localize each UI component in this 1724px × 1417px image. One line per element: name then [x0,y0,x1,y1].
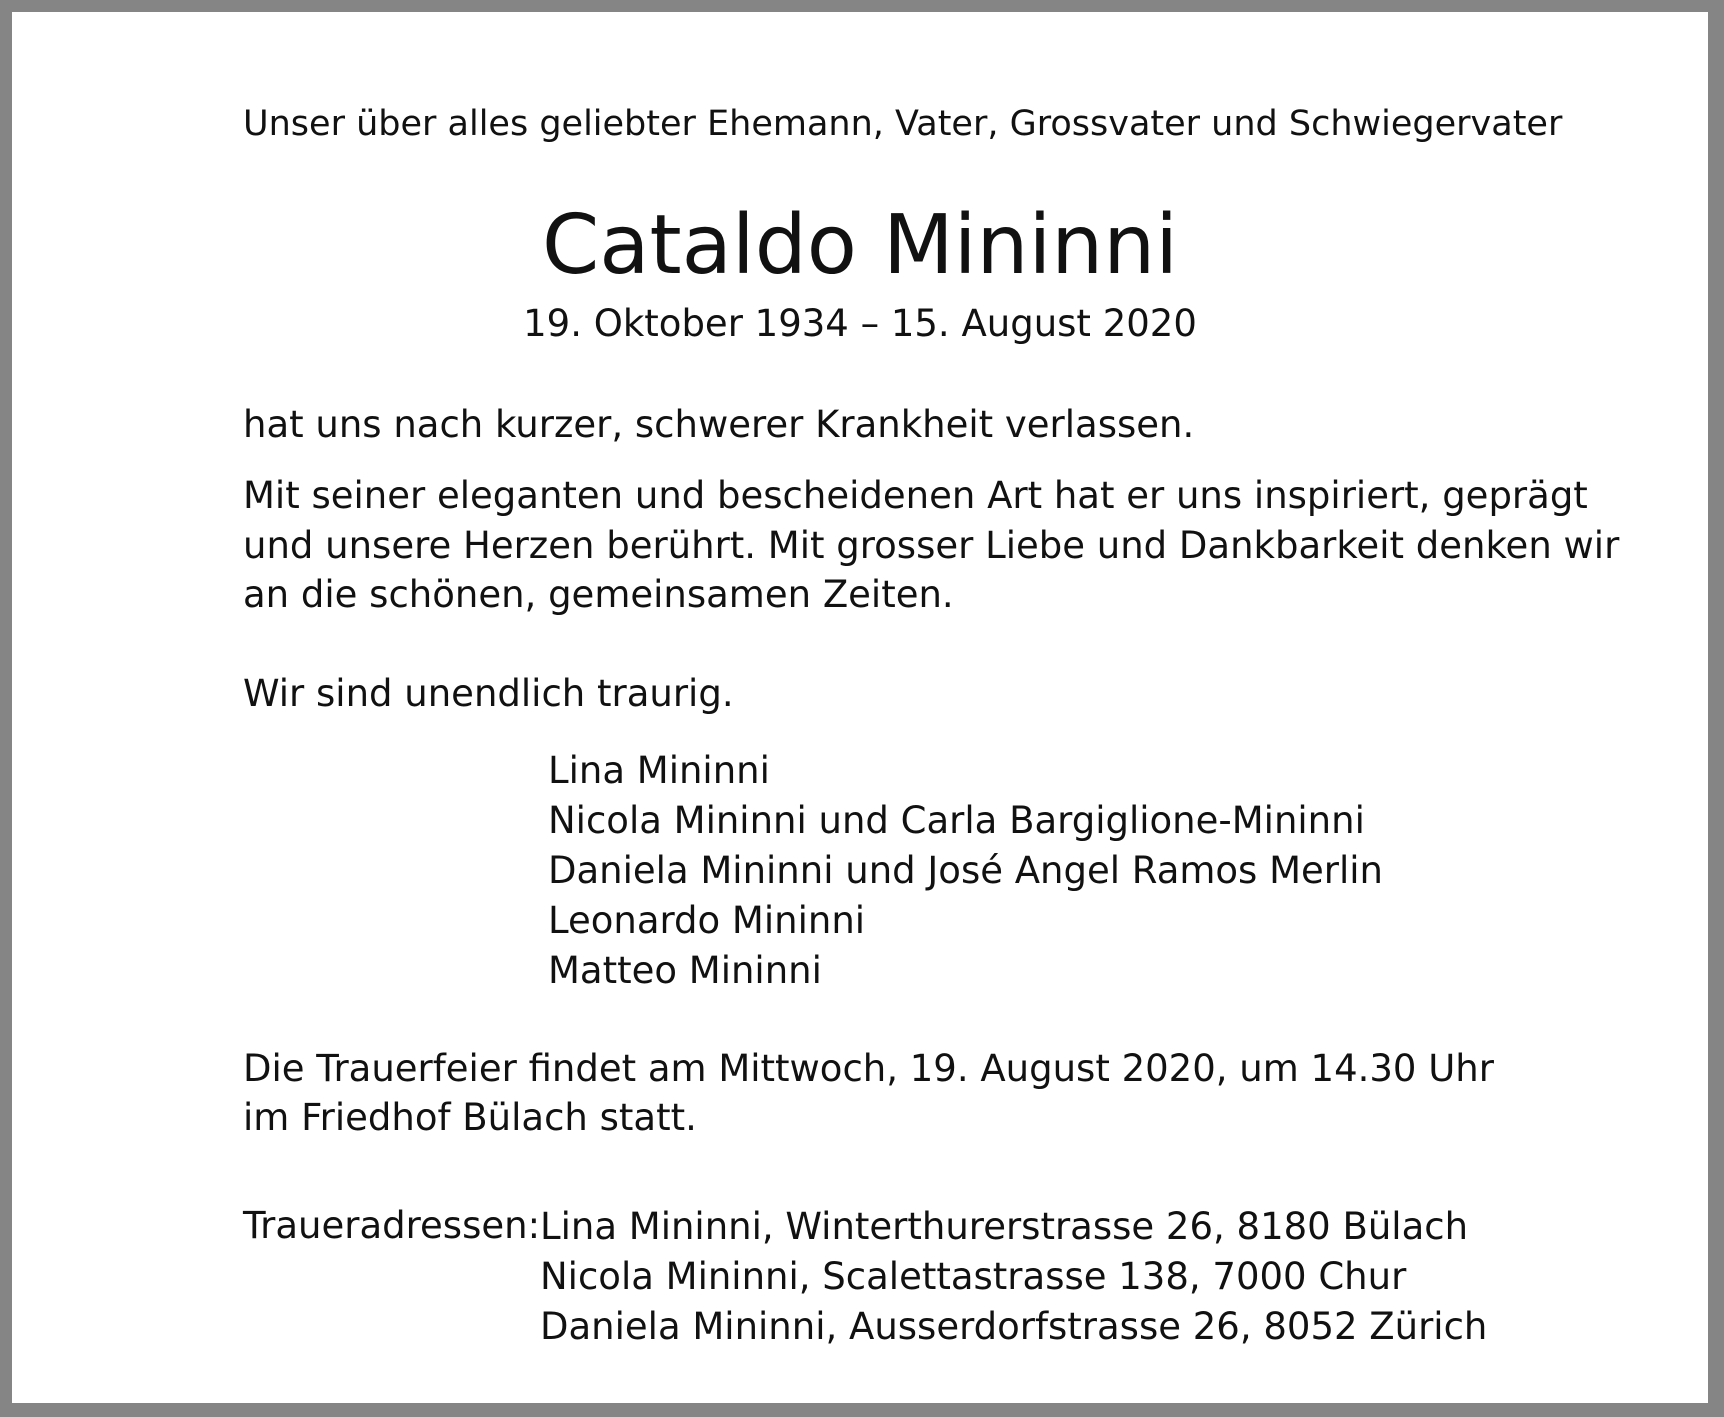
intro-text: Unser über alles geliebter Ehemann, Vater, Grossvater und Schwiegervater [243,104,1563,144]
address-line: Lina Mininni, Winterthurerstrasse 26, 8180 Bülach [540,1205,1469,1248]
life-dates: 19. Oktober 1934 – 15. August 2020 [523,302,1197,345]
deceased-name: Cataldo Mininni [542,198,1178,293]
body-line: Mit seiner eleganten und bescheidenen Art hat er uns inspiriert, geprägt [243,474,1588,517]
family-member: Matteo Mininni [548,949,822,992]
family-member: Daniela Mininni und José Angel Ramos Merlin [548,849,1383,892]
body-line: und unsere Herzen berührt. Mit grosser Liebe und Dankbarkeit denken wir [243,524,1620,567]
ceremony-line: im Friedhof Bülach statt. [243,1096,697,1139]
body-line: hat uns nach kurzer, schwerer Krankheit verlassen. [243,403,1195,446]
family-list [548,746,1383,996]
family-member: Leonardo Mininni [548,899,866,942]
family-member: Lina Mininni [548,749,770,792]
body-line: Wir sind unendlich traurig. [243,672,734,715]
address-list [540,1202,1487,1352]
body-line: an die schönen, gemeinsamen Zeiten. [243,573,954,616]
address-line: Daniela Mininni, Ausserdorfstrasse 26, 8052 Zürich [540,1305,1488,1348]
addresses-label: Traueradressen: [243,1204,541,1247]
family-member: Nicola Mininni und Carla Bargiglione-Mininni [548,799,1365,842]
address-line: Nicola Mininni, Scalettastrasse 138, 7000 Chur [540,1255,1407,1298]
ceremony-line: Die Trauerfeier findet am Mittwoch, 19. August 2020, um 14.30 Uhr [243,1047,1494,1090]
obituary-card [12,12,1708,1403]
